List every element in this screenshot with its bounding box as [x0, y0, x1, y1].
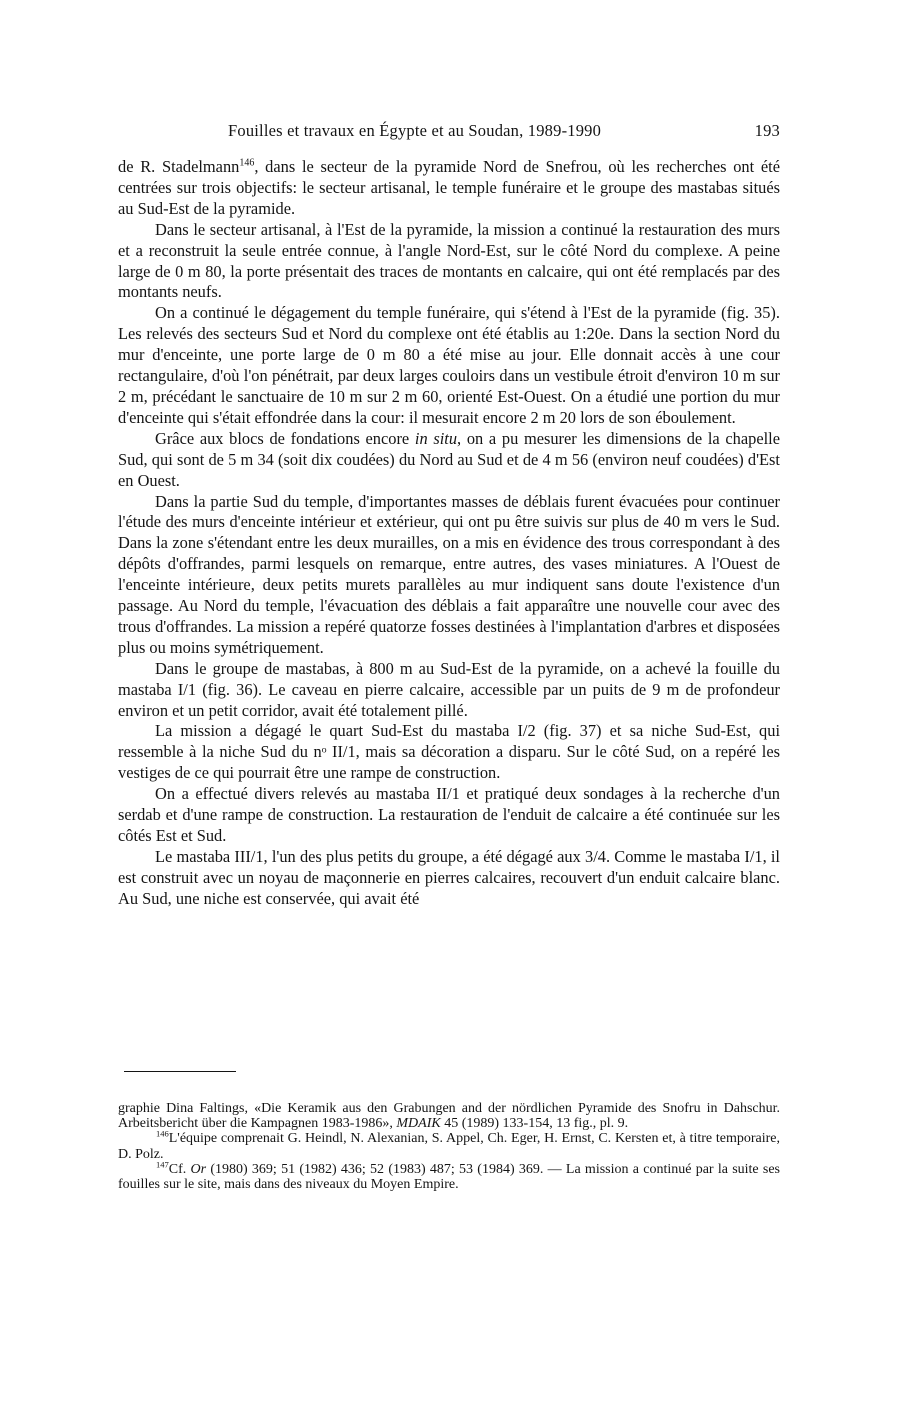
footnote-text: L'équipe comprenait G. Heindl, N. Alexanian, S. Appel, Ch. Eger, H. Ernst, C. Kersten et, à titre temporaire, D. Polz.: [118, 1131, 780, 1162]
body-text: [118, 157, 780, 910]
paragraph: Dans la partie Sud du temple, d'importantes masses de déblais furent évacuées pour continuer l'étude des murs d'enceinte intérieur et extérieur, qui ont pu être suivis sur plus de 40 m vers le Sud. Dans la zone s'étendant entre les deux murailles, on a mis en évidence des trous correspondant à des dépôts d'offrandes, parmi lesquels on remarque, entre autres, des vases miniatures. A l'Ouest de l'enceinte intérieure, deux petits murets parallèles au mur indiquent sans doute l'existence d'un passage. Au Nord du temple, l'évacuation des déblais a fait apparaître une nouvelle cour avec des trous d'offrandes. La mission a repéré quatorze fosses destinées à l'implantation d'arbres et disposées plus ou moins symétriquement.: [118, 491, 780, 657]
footnote-reference: 146: [239, 157, 255, 169]
footnote-text: 45 (1989) 133-154, 13 fig., pl. 9.: [440, 1116, 629, 1132]
paragraph: On a continué le dégagement du temple funéraire, qui s'étend à l'Est de la pyramide (fig. 35). Les relevés des secteurs Sud et Nord du complexe ont été établis au 1:20e. Dans la section Nord du mur d'enceinte, une porte large de 0 m 80 a été mise au jour. Elle donnait accès à une cour rectangulaire, d'où l'on pénétrait, par deux larges couloirs dans un vestibule étroit d'environ 10 m sur 2 m, précédant le sanctuaire de 10 m sur 2 m 60, orienté Est-Ouest. On a étudié une portion du mur d'enceinte qui s'était effondrée dans la cour: il mesurait encore 2 m 20 lors de son éboulement.: [118, 303, 780, 427]
footnote-146: [118, 1128, 780, 1162]
footnote-divider: [124, 1071, 236, 1072]
footnote-mark: 147: [156, 1159, 169, 1170]
paragraph-text: , on a pu mesurer les dimensions de la chapelle Sud, qui sont de 5 m 34 (soit dix coudées) du Nord au Sud et de 4 m 56 (environ neuf coudées) d'Est en Ouest.: [118, 428, 780, 490]
footnote-147: [118, 1159, 781, 1193]
footnote-continuation: [118, 1101, 780, 1131]
paragraph: [118, 157, 780, 220]
paragraph: Le mastaba III/1, l'un des plus petits du groupe, a été dégagé aux 3/4. Comme le mastaba I/1, il est construit avec un noyau de maçonnerie en pierres calcaires, recouvert d'un enduit calcaire blanc. Au Sud, une niche est conservée, qui avait été: [118, 846, 780, 908]
paragraph: [118, 429, 780, 492]
footnote-mark: 146: [156, 1128, 169, 1139]
footnote-text: (1980) 369; 51 (1982) 436; 52 (1983) 487; 53 (1984) 369. — La mission a continué par la suite ses fouilles sur le site, mais dans des niveaux du Moyen Empire.: [118, 1161, 781, 1193]
italic-term: in situ: [414, 428, 458, 448]
footnote-text: Cf.: [168, 1161, 191, 1177]
running-title: Fouilles et travaux en Égypte et au Soudan, 1989-1990: [228, 121, 602, 140]
paragraph: La mission a dégagé le quart Sud-Est du mastaba I/2 (fig. 37) et sa niche Sud-Est, qui ressemble à la niche Sud du nᵒ II/1, mais sa décoration a disparu. Sur le côté Sud, on a repéré les vestiges de ce qui pourrait être une rampe de construction.: [118, 721, 780, 783]
paragraph-text: , dans le secteur de la pyramide Nord de Snefrou, où les recherches ont été centrées sur trois objectifs: le secteur artisanal, le temple funéraire et le groupe des mastabas situés au Sud-Est de la pyramide.: [118, 157, 780, 218]
paragraph: Dans le groupe de mastabas, à 800 m au Sud-Est de la pyramide, on a achevé la fouille du mastaba I/1 (fig. 36). Le caveau en pierre calcaire, accessible par un puits de 9 m de profondeur environ et un petit corridor, avait été totalement pillé.: [118, 658, 780, 720]
paragraph: On a effectué divers relevés au mastaba II/1 et pratiqué deux sondages à la recherche d'un serdab et d'une rampe de construction. La restauration de l'enduit de calcaire a été continuée sur les côtés Est et Sud.: [118, 784, 780, 845]
paragraph-text: de R. Stadelmann: [118, 157, 240, 176]
paragraph-text: Grâce aux blocs de fondations encore: [155, 428, 415, 448]
running-header: [118, 121, 780, 145]
journal-title: MDAIK: [396, 1116, 441, 1132]
footnotes: [118, 1101, 780, 1192]
page-number: 193: [754, 121, 780, 140]
paragraph: Dans le secteur artisanal, à l'Est de la pyramide, la mission a continué la restauration des murs et a reconstruit la seule entrée connue, à l'angle Nord-Est, sur le côté Nord du complexe. A peine large de 0 m 80, la porte présentait des traces de montants en calcaire, qui ont été remplacés par des montants neufs.: [118, 219, 780, 302]
journal-title: Or: [190, 1161, 207, 1177]
footnote-text: graphie Dina Faltings, «Die Keramik aus den Grabungen and der nördlichen Pyramide des Snofru in Dahschur. Arbeitsbericht über die Kampagnen 1983-1986»,: [118, 1101, 780, 1132]
